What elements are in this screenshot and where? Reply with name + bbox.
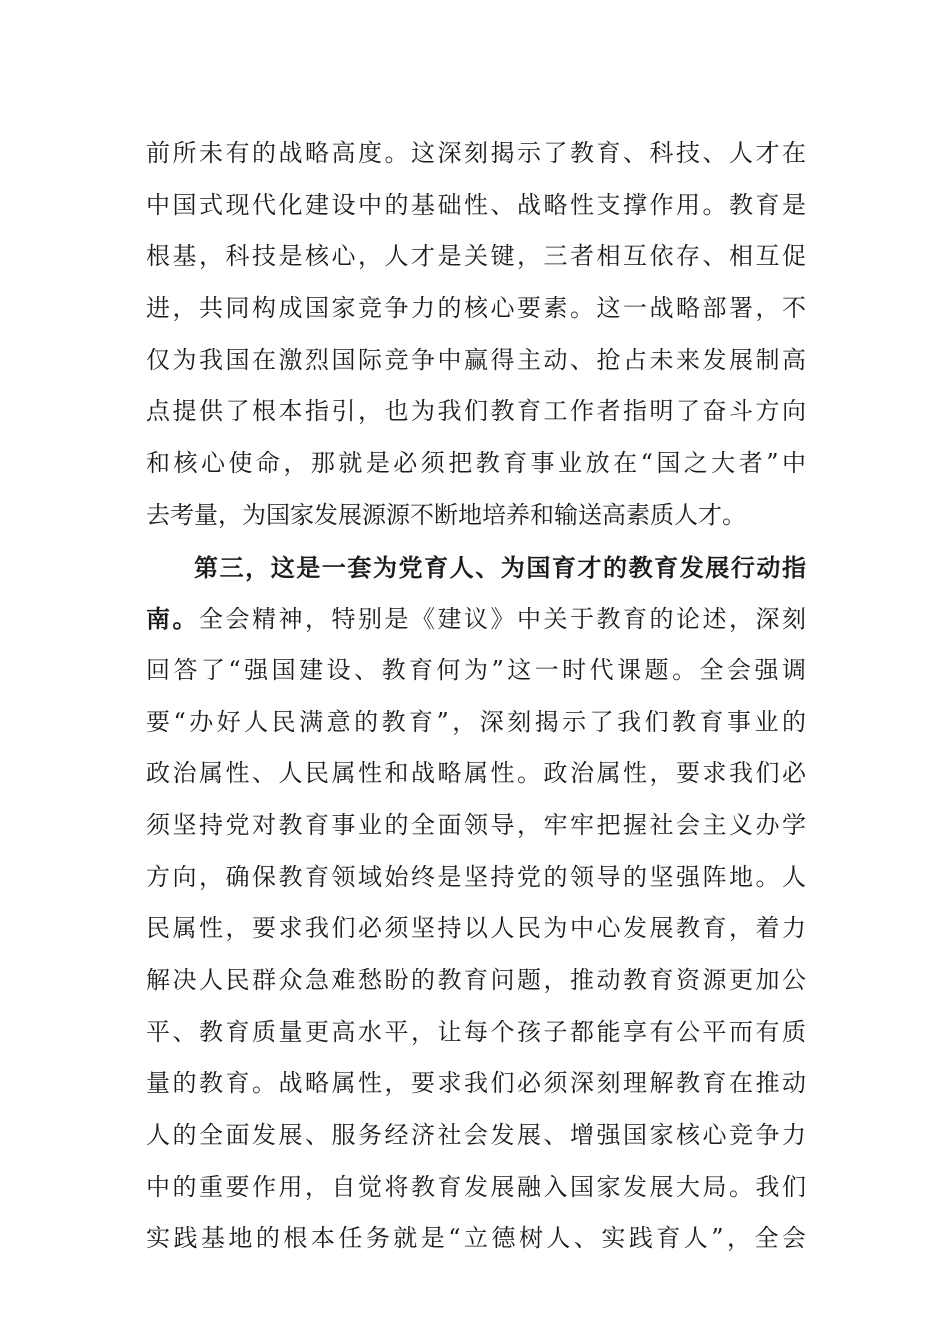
text-line — [146, 283, 806, 335]
text-segment: 实践基地的根本任务就是“立德树人、实践育人”，全会 — [146, 1224, 806, 1253]
text-segment: 政治属性、人民属性和战略属性。政治属性，要求我们必 — [146, 759, 806, 788]
text-line — [146, 1213, 806, 1265]
text-segment: 要“办好人民满意的教育”，深刻揭示了我们教育事业的 — [146, 707, 806, 736]
text-line — [146, 645, 806, 697]
paragraph-container — [146, 128, 806, 1265]
text-segment: 去考量，为国家发展源源不断地培养和输送高素质人才。 — [146, 500, 746, 529]
text-segment: 人的全面发展、服务经济社会发展、增强国家核心竞争力 — [146, 1121, 806, 1150]
text-segment: 须坚持党对教育事业的全面领导，牢牢把握社会主义办学 — [146, 810, 806, 839]
text-line — [146, 748, 806, 800]
text-line — [146, 180, 806, 232]
text-line — [146, 1110, 806, 1162]
text-line — [146, 903, 806, 955]
paragraph — [146, 542, 806, 1266]
text-segment: 回答了“强国建设、教育何为”这一时代课题。全会强调 — [146, 655, 806, 684]
text-segment: 和核心使命，那就是必须把教育事业放在“国之大者”中 — [146, 449, 806, 478]
text-segment: 进，共同构成国家竞争力的核心要素。这一战略部署，不 — [146, 294, 806, 323]
paragraph — [146, 128, 806, 542]
text-segment: 全会精神，特别是《建议》中关于教育的论述，深刻 — [199, 605, 806, 634]
text-line — [146, 697, 806, 749]
text-segment: 量的教育。战略属性，要求我们必须深刻理解教育在推动 — [146, 1069, 806, 1098]
text-line — [146, 1058, 806, 1110]
text-segment: 中国式现代化建设中的基础性、战略性支撑作用。教育是 — [146, 190, 806, 219]
text-line — [146, 1007, 806, 1059]
text-line — [146, 1162, 806, 1214]
text-segment: 解决人民群众急难愁盼的教育问题，推动教育资源更加公 — [146, 966, 806, 994]
bold-text-segment: 第三，这是一套为党育人、为国育才的教育发展行动指 — [194, 552, 806, 582]
text-line — [146, 335, 806, 387]
text-line — [146, 542, 806, 594]
text-segment: 仅为我国在激烈国际竞争中赢得主动、抢占未来发展制高 — [146, 345, 806, 374]
text-line — [146, 128, 806, 180]
text-line — [146, 852, 806, 904]
text-segment: 方向，确保教育领域始终是坚持党的领导的坚强阵地。人 — [146, 862, 806, 891]
text-line — [146, 438, 806, 490]
text-segment: 平、教育质量更高水平，让每个孩子都能享有公平而有质 — [146, 1017, 806, 1046]
bold-text-segment: 南。 — [146, 604, 199, 634]
text-line — [146, 800, 806, 852]
text-segment: 中的重要作用，自觉将教育发展融入国家发展大局。我们 — [146, 1172, 806, 1201]
document-body — [146, 128, 806, 1265]
text-line — [146, 490, 806, 542]
text-line — [146, 231, 806, 283]
text-line — [146, 386, 806, 438]
text-segment: 前所未有的战略高度。这深刻揭示了教育、科技、人才在 — [146, 139, 806, 167]
text-segment: 民属性，要求我们必须坚持以人民为中心发展教育，着力 — [146, 914, 806, 943]
text-line — [146, 593, 806, 645]
text-segment: 根基，科技是核心，人才是关键，三者相互依存、相互促 — [146, 242, 806, 271]
text-segment: 点提供了根本指引，也为我们教育工作者指明了奋斗方向 — [146, 397, 806, 426]
text-line — [146, 955, 806, 1007]
